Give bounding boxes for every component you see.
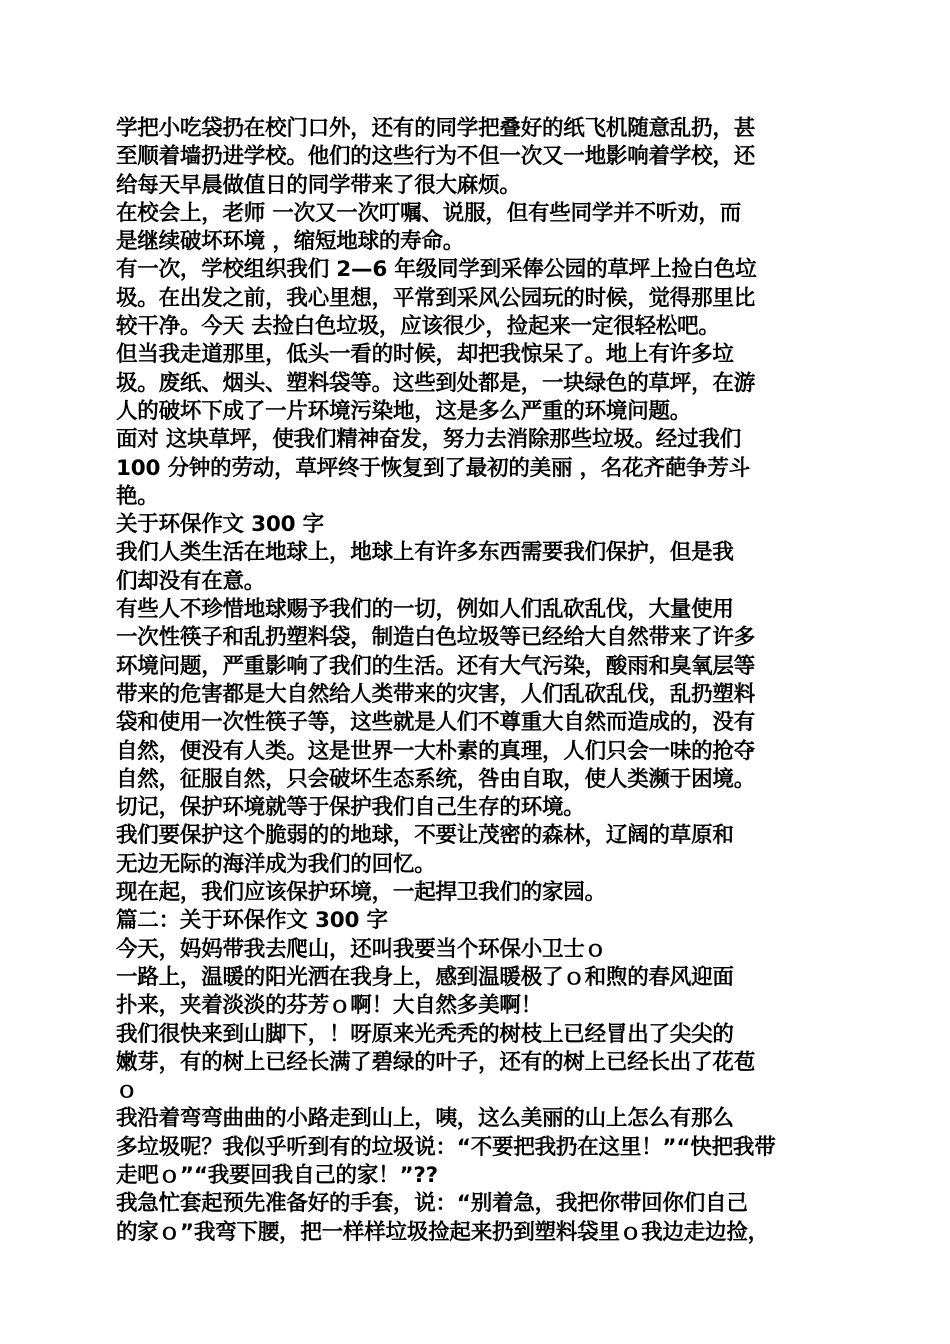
text-line: 扑来，夹着淡淡的芬芳ｏ啊！大自然多美啊！ bbox=[116, 993, 543, 1019]
text-line: 多垃圾呢？我似乎听到有的垃圾说：“不要把我扔在这里！”“快把我带 bbox=[116, 1134, 776, 1160]
text-line: 走吧ｏ”“我要回我自己的家！”?? bbox=[116, 1162, 438, 1188]
text-line: 面对 这块草坪，使我们精神奋发，努力去消除那些垃圾。经过我们 bbox=[116, 427, 741, 453]
document-body bbox=[116, 115, 834, 1247]
text-line: 嫩芽，有的树上已经长满了碧绿的叶子，还有的树上已经长出了花苞 bbox=[116, 1049, 756, 1075]
text-line: ｏ bbox=[116, 1078, 138, 1104]
text-line: 一路上，温暖的阳光洒在我身上，感到温暖极了ｏ和煦的春风迎面 bbox=[116, 964, 734, 990]
text-line: 至顺着墙扔进学校。他们的这些行为不但一次又一地影响着学校，还 bbox=[116, 144, 756, 170]
text-line: 较干净。今天 去捡白色垃圾，应该很少，捡起来一定很轻松吧。 bbox=[116, 314, 720, 340]
text-line: 环境问题，严重影响了我们的生活。还有大气污染，酸雨和臭氧层等 bbox=[116, 653, 756, 679]
text-line: 我们人类生活在地球上，地球上有许多东西需要我们保护，但是我 bbox=[116, 540, 734, 566]
text-line: 的家ｏ”我弯下腰，把一样样垃圾捡起来扔到塑料袋里ｏ我边走边捡， bbox=[116, 1219, 769, 1245]
text-line: 圾。在出发之前，我心里想，平常到采风公园玩的时候，觉得那里比 bbox=[116, 285, 756, 311]
text-line: 艳。 bbox=[116, 483, 159, 509]
text-line: 但当我走道那里，低头一看的时候，却把我惊呆了。地上有许多垃 bbox=[116, 342, 734, 368]
text-line: 带来的危害都是大自然给人类带来的灾害，人们乱砍乱伐，乱扔塑料 bbox=[116, 681, 756, 707]
text-line: 人的破坏下成了一片环境污染地，这是多么严重的环境问题。 bbox=[116, 398, 692, 424]
text-line: 们却没有在意。 bbox=[116, 568, 266, 594]
text-line: 自然，便没有人类。这是世界一大朴素的真理，人们只会一味的抢夺 bbox=[116, 738, 756, 764]
text-line: 今天，妈妈带我去爬山，还叫我要当个环保小卫士ｏ bbox=[116, 936, 606, 962]
text-line: 有一次，学校组织我们 2—6 年级同学到采俸公园的草坪上捡白色垃 bbox=[116, 257, 757, 283]
text-line: 现在起，我们应该保护环境，一起捍卫我们的家园。 bbox=[116, 880, 606, 906]
text-line: 我们要保护这个脆弱的的地球，不要让茂密的森林，辽阔的草原和 bbox=[116, 823, 734, 849]
text-line: 圾。废纸、烟头、塑料袋等。这些到处都是，一块绿色的草坪，在游 bbox=[116, 370, 756, 396]
text-line: 100 分钟的劳动，草坪终于恢复到了最初的美丽 ，名花齐葩争芳斗 bbox=[116, 455, 750, 481]
text-line: 无边无际的海洋成为我们的回忆。 bbox=[116, 851, 436, 877]
text-line: 是继续破坏环境 ，缩短地球的寿命。 bbox=[116, 229, 465, 255]
text-line: 学把小吃袋扔在校门口外，还有的同学把叠好的纸飞机随意乱扔，甚 bbox=[116, 116, 756, 141]
text-line: 一次性筷子和乱扔塑料袋，制造白色垃圾等已经给大自然带来了许多 bbox=[116, 625, 756, 651]
text-line: 我们很快来到山脚下，！呀原来光秃秃的树枝上已经冒出了尖尖的 bbox=[116, 1021, 734, 1047]
text-line: 关于环保作文 300 字 bbox=[116, 512, 324, 538]
text-line: 在校会上，老师 一次又一次叮嘱、说服，但有些同学并不听劝，而 bbox=[116, 200, 741, 226]
text-line: 袋和使用一次性筷子等，这些就是人们不尊重大自然而造成的，没有 bbox=[116, 710, 756, 736]
text-line: 篇二：关于环保作文 300 字 bbox=[116, 908, 388, 934]
text-line: 切记，保护环境就等于保护我们自己生存的环境。 bbox=[116, 795, 585, 821]
text-line: 给每天早晨做值日的同学带来了很大麻烦。 bbox=[116, 172, 521, 198]
text-line: 有些人不珍惜地球赐予我们的一切，例如人们乱砍乱伐，大量使用 bbox=[116, 597, 734, 623]
text-line: 自然，征服自然，只会破坏生态系统，咎由自取，使人类濒于困境。 bbox=[116, 766, 756, 792]
text-line: 我沿着弯弯曲曲的小路走到山上，咦，这么美丽的山上怎么有那么 bbox=[116, 1106, 734, 1132]
text-line: 我急忙套起预先准备好的手套，说：“别着急，我把你带回你们自己 bbox=[116, 1191, 748, 1217]
